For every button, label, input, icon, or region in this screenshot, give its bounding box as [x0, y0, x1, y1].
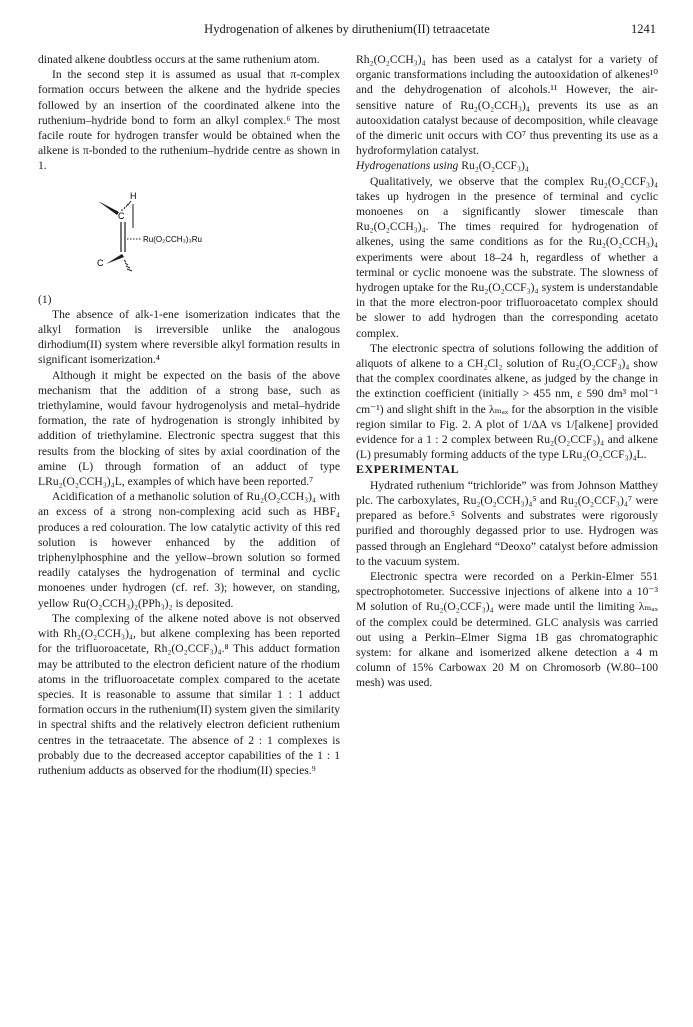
hashed-bond	[124, 260, 132, 271]
right-column	[356, 52, 658, 691]
paragraph: The electronic spectra of solutions following the addition of aliquots of alkene to a CH₂Cl₂ solution of Ru₂(O₂CCF₃)₄ show that the complex coordinates alkene, as judged by the change in the extinction coefficient (initially > 455 nm, ε 590 dm³ mol⁻¹ cm⁻¹) and slight shift in the λₘₐₓ for the absorption in the visible region similar to Fig. 2. A plot of 1/ΔA vs 1/[alkene] provided evidence for a 1 : 2 complex between Ru₂(O₂CCF₃)₄ and alkene (L) presumably forming adducts of the type LRu₂(O₂CCF₃)₄L.	[356, 341, 658, 462]
running-title: Hydrogenation of alkenes by diruthenium(II) tetraacetate	[204, 22, 490, 36]
ru-label: Ru(O₂CCH₃)₃Ru	[143, 234, 202, 244]
paragraph: Qualitatively, we observe that the complex Ru₂(O₂CCF₃)₄ takes up hydrogen in the presence of terminal and cyclic monoenes on a significantly slower timescale than Ru₂(O₂CCH₃)₄. The times required for hydrogenation of alkenes, using the same conditions as for the Ru₂(O₂CCH₃)₄ experiments were about 18–24 h, regardless of whether a terminal or cyclic monoene was the substrate. The slowness of hydrogen uptake for the Ru₂(O₂CCF₃)₄ system is understandable in that the more electron-poor trifluoroacetato complex should be slower to add hydrogen than the corresponding acetato complex.	[356, 174, 658, 340]
running-header	[38, 22, 656, 38]
paragraph: Although it might be expected on the basis of the above mechanism that the addition of a strong base, such as triethylamine, would favour hydrogenolysis and metal–hydride formation, the rate of hydrogenation is strongly inhibited by addition of triethylamine. Electronic spectra suggest that this results from the blocking of sites by axial coordination of the amine (L) through formation of an adduct of type LRu₂(O₂CCH₃)₄L, examples of which have been reported.⁷	[38, 368, 340, 489]
page-number: 1241	[631, 22, 656, 36]
paragraph: Rh₂(O₂CCH₃)₄ has been used as a catalyst for a variety of organic transformations including the autooxidation of alkenes¹⁰ and the dehydrogenation of alcohols.¹¹ However, the air-sensitive nature of Ru₂(O₂CCH₃)₄ prevents its use as an autooxidation catalyst because of decomposition, while cleavage of the dimeric unit occurs with CO⁷ thus preventing its use as a hydroformylation catalyst.	[356, 53, 658, 158]
wedge-bond	[106, 254, 124, 264]
paragraph: Electronic spectra were recorded on a Perkin-Elmer 551 spectrophotometer. Successive injections of alkene into a 10⁻³ M solution of Ru₂(O₂CCF₃)₄ were made until the limiting λₘₐₓ of the complex could be determined. GLC analysis was carried out using a Perkin–Elmer Sigma 1B gas chromatographic system: for alkane and isomerized alkene detection a 4 m column of 15% Carbowax 20 M on Chromosorb (W.80–100 mesh) was used.	[356, 569, 658, 690]
wedge-bond	[98, 201, 119, 215]
hashed-bond	[122, 201, 131, 211]
paragraph: In the second step it is assumed as usual that π-complex formation occurs between the alkene and the hydride species followed by an insertion of the coordinated alkene into the ruthenium–hydride bond to form an alkyl complex.⁶ The most facile route for hydrogen transfer would be obtained when the alkene is π-bonded to the ruthenium–hydride centre as shown in 1.	[38, 68, 340, 173]
compound-number: (1)	[38, 292, 52, 306]
paragraph: The absence of alk-1-ene isomerization indicates that the alkyl formation is irreversible unlike the analogous dirhodium(II) system where reversible alkyl formation results in significant isomerization.⁴	[38, 307, 340, 367]
atom-h: H	[130, 190, 137, 201]
section-heading-text: Hydrogenations using	[356, 159, 459, 173]
section-heading	[356, 158, 658, 173]
paragraph: Acidification of a methanolic solution of Ru₂(O₂CCH₃)₄ with an excess of a strong non-complexing acid such as HBF₄ produces a red colouration. The low catalytic activity of this red solution is however enhanced by the addition of triphenylphosphine and the yellow–brown solution so formed readily catalyses the hydrogenation of terminal and cyclic monoenes under hydrogen (cf. ref. 3); however, on standing, yellow Ru(O₂CCH₃)₂(PPh₃)₂ is deposited.	[38, 490, 340, 610]
experimental-heading: EXPERIMENTAL	[356, 462, 460, 477]
atom-c: C	[118, 210, 125, 221]
structure-diagram	[38, 184, 340, 288]
structure-figure	[38, 184, 340, 288]
paragraph: dinated alkene doubtless occurs at the same ruthenium atom.	[38, 53, 320, 66]
section-heading-formula: Ru₂(O₂CCF₃)₄	[461, 159, 529, 173]
paragraph: Hydrated ruthenium “trichloride” was from Johnson Matthey plc. The carboxylates, Ru₂(O₂CCH₃)₄⁵ and Ru₂(O₂CCF₃)₄⁷ were prepared as before.⁵ Solvents and substrates were rigorously purified and thoroughly degassed prior to use. Hydrogen was passed through an Englehard “Deoxo” catalyst before admission to the vacuum system.	[356, 478, 658, 568]
left-column	[38, 52, 340, 778]
paragraph: The complexing of the alkene noted above is not observed with Rh₂(O₂CCH₃)₄, but alkene complexing has been reported for the trifluoroacetate, Rh₂(O₂CCF₃)₄.⁸ This adduct formation may be attributed to the electron deficient nature of the rhodium atoms in the trifluoroacetate complex compared to the acetate species. It is reasonable to assume that similar 1 : 1 adduct formation occurs in the ruthenium(II) system given the similarity in spectral shifts and the relatively electron deficient ruthenium centres in the tetraacetate. The absence of 2 : 1 complexes is probably due to the decreased acceptor capabilities of the 1 : 1 ruthenium adducts as observed for the rhodium(II) species.⁹	[38, 611, 341, 777]
atom-c: C	[97, 257, 104, 268]
